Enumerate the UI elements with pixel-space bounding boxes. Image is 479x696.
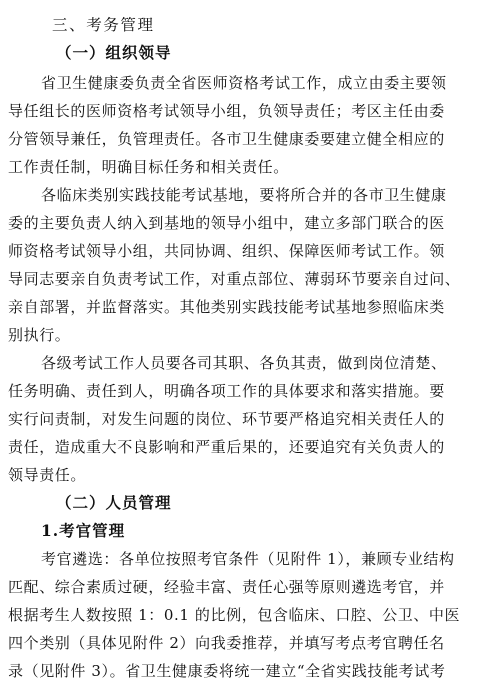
paragraph-line: 录（见附件 3）。省卫生健康委将统一建立“全省实践技能考试考: [8, 662, 446, 680]
item-title-examiner: 1.考官管理: [41, 521, 126, 540]
paragraph-line: 各级考试工作人员要各司其职、各负其责，做到岗位清楚、: [41, 354, 447, 372]
paragraph-line: 任务明确、责任到人，明确各项工作的具体要求和落实措施。要: [8, 382, 445, 400]
paragraph-line: 根据考生人数按照 1：0.1 的比例，包含临床、口腔、公卫、中医: [8, 606, 461, 624]
paragraph-line: 四个类别（具体见附件 2）向我委推荐，并填写考点考官聘任名: [8, 634, 445, 652]
paragraph-line: 导任组长的医师资格考试领导小组，负领导责任；考区主任由委: [8, 102, 445, 120]
paragraph-line: 考官遴选：各单位按照考官条件（见附件 1），兼顾专业结构: [41, 550, 455, 568]
paragraph-line: 亲自部署，并监督落实。其他类别实践技能考试基地参照临床类: [8, 298, 445, 316]
subsection-title-organization: （一）组织领导: [56, 43, 172, 62]
paragraph-line: 领导责任。: [8, 466, 87, 484]
paragraph-line: 导同志要亲自负责考试工作，对重点部位、薄弱环节要亲自过问、: [8, 270, 461, 288]
section-title: 三、考务管理: [52, 16, 155, 34]
paragraph-line: 实行问责制，对发生问题的岗位、环节要严格追究相关责任人的: [8, 410, 445, 428]
paragraph-line: 工作责任制，明确目标任务和相关责任。: [8, 158, 289, 176]
paragraph-line: 责任，造成重大不良影响和严重后果的，还要追究有关负责人的: [8, 438, 445, 456]
paragraph-line: 省卫生健康委负责全省医师资格考试工作，成立由委主要领: [41, 74, 447, 92]
paragraph-line: 师资格考试领导小组，共同协调、组织、保障医师考试工作。领: [8, 242, 445, 260]
paragraph-line: 别执行。: [8, 326, 71, 344]
paragraph-line: 各临床类别实践技能考试基地，要将所合并的各市卫生健康: [41, 186, 447, 204]
subsection-title-personnel: （二）人员管理: [56, 493, 172, 512]
paragraph-line: 分管领导兼任，负管理责任。各市卫生健康委要建立健全相应的: [8, 130, 445, 148]
paragraph-line: 委的主要负责人纳入到基地的领导小组中，建立多部门联合的医: [8, 214, 445, 232]
paragraph-line: 匹配、综合素质过硬，经验丰富、责任心强等原则遴选考官，并: [8, 578, 445, 596]
